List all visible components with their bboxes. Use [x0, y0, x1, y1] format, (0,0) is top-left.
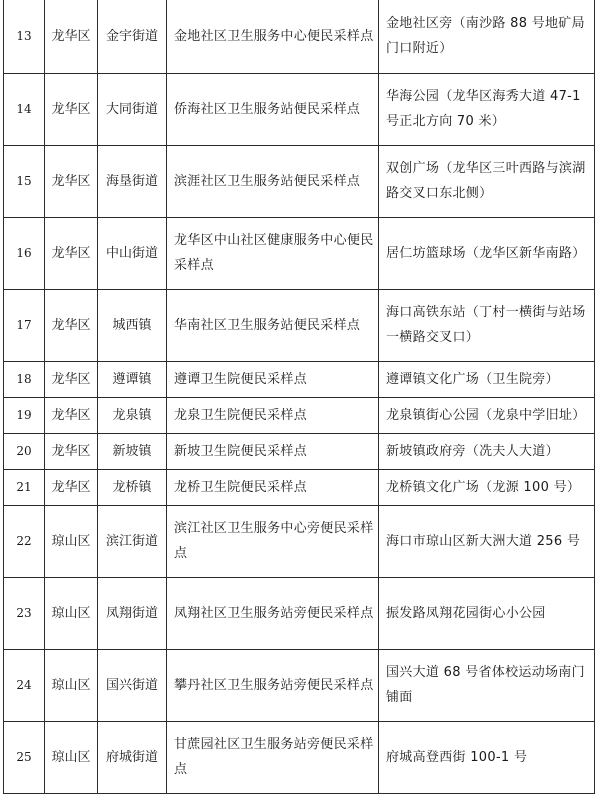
address-cell: 龙桥镇文化广场（龙源 100 号） [379, 469, 595, 505]
site-name-cell: 攀丹社区卫生服务站旁便民采样点 [167, 649, 379, 721]
site-name-cell: 滨江社区卫生服务中心旁便民采样点 [167, 505, 379, 577]
site-name-cell: 侨海社区卫生服务站便民采样点 [167, 73, 379, 145]
site-name-cell: 遵谭卫生院便民采样点 [167, 361, 379, 397]
site-name-cell: 甘蔗园社区卫生服务站旁便民采样点 [167, 721, 379, 793]
address-cell: 华海公园（龙华区海秀大道 47-1 号正北方向 70 米） [379, 73, 595, 145]
site-name-cell: 龙桥卫生院便民采样点 [167, 469, 379, 505]
street-cell: 龙桥镇 [98, 469, 167, 505]
table-row [4, 577, 595, 649]
row-number: 19 [4, 397, 45, 433]
site-name-cell: 凤翔社区卫生服务站旁便民采样点 [167, 577, 379, 649]
address-cell: 新坡镇政府旁（冼夫人大道） [379, 433, 595, 469]
district-cell: 龙华区 [45, 433, 98, 469]
row-number: 16 [4, 217, 45, 289]
street-cell: 滨江街道 [98, 505, 167, 577]
row-number: 24 [4, 649, 45, 721]
street-cell: 城西镇 [98, 289, 167, 361]
district-cell: 龙华区 [45, 217, 98, 289]
site-name-cell: 新坡卫生院便民采样点 [167, 433, 379, 469]
district-cell: 龙华区 [45, 0, 98, 73]
address-cell: 遵谭镇文化广场（卫生院旁） [379, 361, 595, 397]
district-cell: 琼山区 [45, 721, 98, 793]
address-cell: 国兴大道 68 号省体校运动场南门铺面 [379, 649, 595, 721]
district-cell: 龙华区 [45, 145, 98, 217]
site-name-cell: 龙华区中山社区健康服务中心便民采样点 [167, 217, 379, 289]
district-cell: 琼山区 [45, 649, 98, 721]
sampling-sites-table [3, 0, 595, 794]
table-row [4, 0, 595, 73]
row-number: 21 [4, 469, 45, 505]
table-row [4, 217, 595, 289]
street-cell: 金宇街道 [98, 0, 167, 73]
address-cell: 金地社区旁（南沙路 88 号地矿局门口附近） [379, 0, 595, 73]
table-row [4, 649, 595, 721]
district-cell: 琼山区 [45, 505, 98, 577]
district-cell: 龙华区 [45, 73, 98, 145]
address-cell: 海口高铁东站（丁村一横街与站场一横路交叉口） [379, 289, 595, 361]
street-cell: 遵谭镇 [98, 361, 167, 397]
row-number: 15 [4, 145, 45, 217]
street-cell: 府城街道 [98, 721, 167, 793]
district-cell: 龙华区 [45, 289, 98, 361]
address-cell: 双创广场（龙华区三叶西路与滨湖路交叉口东北侧） [379, 145, 595, 217]
table-row [4, 289, 595, 361]
table-row [4, 397, 595, 433]
site-name-cell: 滨涯社区卫生服务站便民采样点 [167, 145, 379, 217]
row-number: 20 [4, 433, 45, 469]
street-cell: 海垦街道 [98, 145, 167, 217]
street-cell: 凤翔街道 [98, 577, 167, 649]
row-number: 23 [4, 577, 45, 649]
table-row [4, 433, 595, 469]
site-name-cell: 龙泉卫生院便民采样点 [167, 397, 379, 433]
address-cell: 龙泉镇街心公园（龙泉中学旧址） [379, 397, 595, 433]
row-number: 13 [4, 0, 45, 73]
table-row [4, 145, 595, 217]
row-number: 14 [4, 73, 45, 145]
street-cell: 龙泉镇 [98, 397, 167, 433]
row-number: 25 [4, 721, 45, 793]
row-number: 18 [4, 361, 45, 397]
table-row [4, 73, 595, 145]
row-number: 17 [4, 289, 45, 361]
street-cell: 新坡镇 [98, 433, 167, 469]
table-row [4, 505, 595, 577]
street-cell: 大同街道 [98, 73, 167, 145]
district-cell: 琼山区 [45, 577, 98, 649]
table-row [4, 721, 595, 793]
address-cell: 居仁坊篮球场（龙华区新华南路） [379, 217, 595, 289]
address-cell: 振发路凤翔花园街心小公园 [379, 577, 595, 649]
street-cell: 国兴街道 [98, 649, 167, 721]
site-name-cell: 金地社区卫生服务中心便民采样点 [167, 0, 379, 73]
district-cell: 龙华区 [45, 361, 98, 397]
row-number: 22 [4, 505, 45, 577]
table-row [4, 361, 595, 397]
site-name-cell: 华南社区卫生服务站便民采样点 [167, 289, 379, 361]
district-cell: 龙华区 [45, 397, 98, 433]
district-cell: 龙华区 [45, 469, 98, 505]
street-cell: 中山街道 [98, 217, 167, 289]
address-cell: 府城高登西街 100-1 号 [379, 721, 595, 793]
table-row [4, 469, 595, 505]
address-cell: 海口市琼山区新大洲大道 256 号 [379, 505, 595, 577]
